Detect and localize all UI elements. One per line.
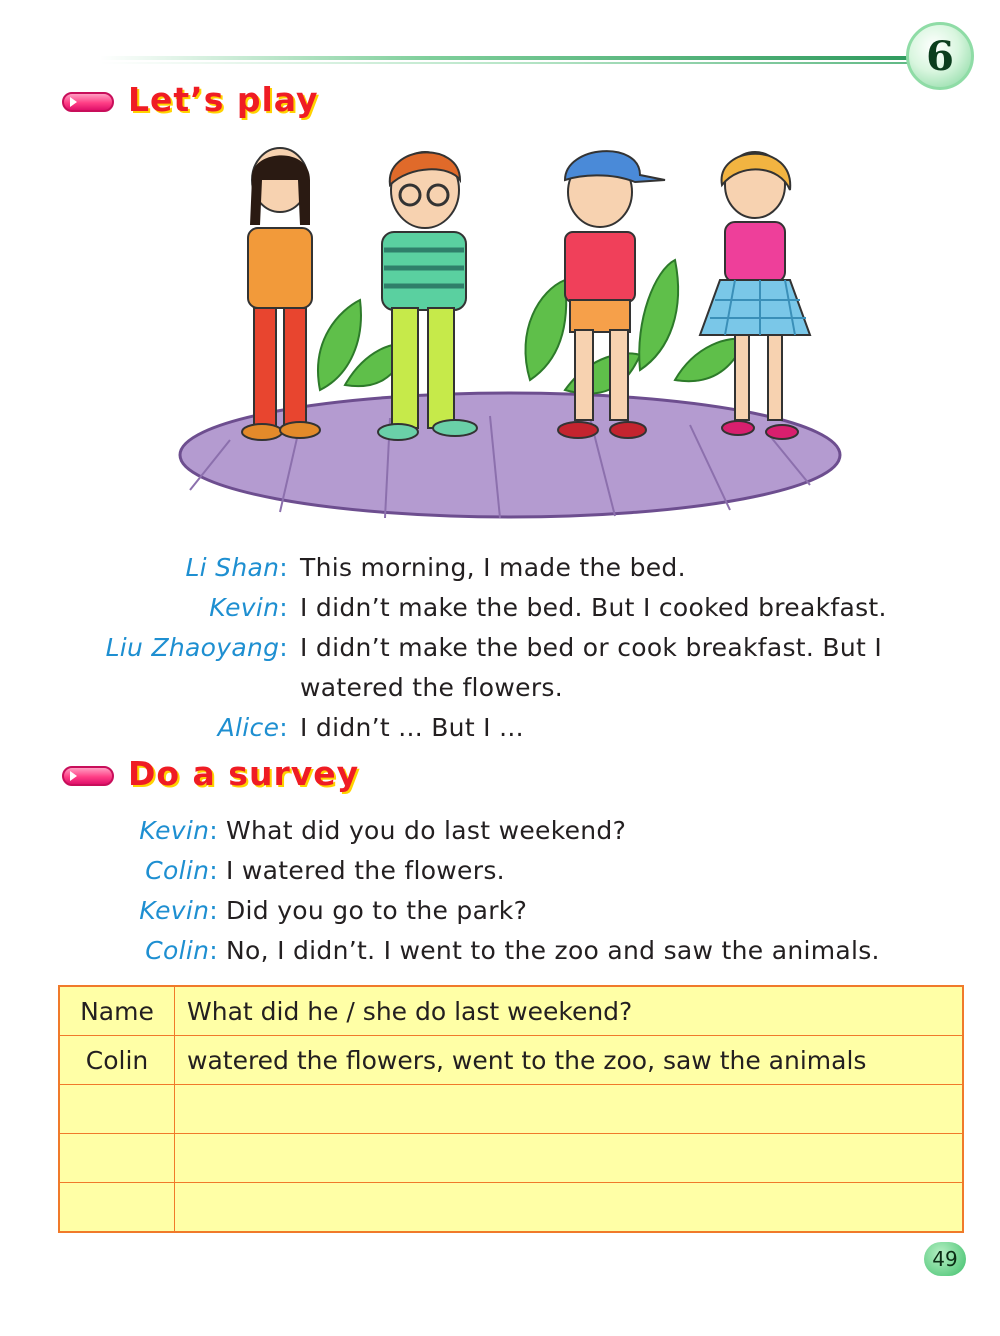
table-cell-name[interactable] <box>59 1085 175 1134</box>
dialogue-speaker: Colin: <box>145 936 218 965</box>
section-title-do-a-survey: Do a survey <box>128 754 360 793</box>
dialogue-speaker: Kevin: <box>139 896 218 925</box>
dialogue-speaker: Kevin: <box>209 593 288 622</box>
table-row <box>59 1085 963 1134</box>
dialogue-text: What did you do last weekend? <box>226 816 627 845</box>
dialogue-text: This morning, I made the bed. <box>300 553 686 582</box>
table-header-cell: What did he / she do last weekend? <box>175 986 964 1036</box>
dialogue-speaker: Colin: <box>145 856 218 885</box>
section-bullet-icon <box>62 766 114 786</box>
dialogue-speaker: Li Shan: <box>185 553 288 582</box>
header-rule-secondary <box>100 62 915 64</box>
table-header-cell: Name <box>59 986 175 1036</box>
page-number: 49 <box>924 1242 966 1276</box>
table-cell-activity: watered the flowers, went to the zoo, saw the animals <box>175 1036 964 1085</box>
dialogue-text-continued: watered the flowers. <box>300 673 563 702</box>
children-illustration <box>170 140 850 520</box>
dialogue-speaker: Kevin: <box>139 816 218 845</box>
table-cell-name: Colin <box>59 1036 175 1085</box>
dialogue-text: I watered the flowers. <box>226 856 505 885</box>
dialogue-text: I didn’t make the bed or cook breakfast. But I <box>300 633 882 662</box>
table-header-row <box>59 986 963 1036</box>
dialogue-text: I didn’t ... But I ... <box>300 713 524 742</box>
dialogue-speaker: Alice: <box>217 713 288 742</box>
table-cell-name[interactable] <box>59 1183 175 1233</box>
dialogue-text: No, I didn’t. I went to the zoo and saw the animals. <box>226 936 880 965</box>
dialogue-text: Did you go to the park? <box>226 896 528 925</box>
table-cell-activity[interactable] <box>175 1183 964 1233</box>
table-row <box>59 1183 963 1233</box>
header-rule <box>100 56 915 60</box>
survey-table <box>58 985 964 1233</box>
table-row <box>59 1036 963 1085</box>
table-row <box>59 1134 963 1183</box>
dialogue-text: I didn’t make the bed. But I cooked breakfast. <box>300 593 887 622</box>
table-cell-activity[interactable] <box>175 1134 964 1183</box>
dialogue-speaker: Liu Zhaoyang: <box>105 633 288 662</box>
section-title-lets-play: Let’s play <box>128 80 319 119</box>
table-cell-name[interactable] <box>59 1134 175 1183</box>
table-cell-activity[interactable] <box>175 1085 964 1134</box>
unit-badge: 6 <box>906 22 974 90</box>
section-bullet-icon <box>62 92 114 112</box>
